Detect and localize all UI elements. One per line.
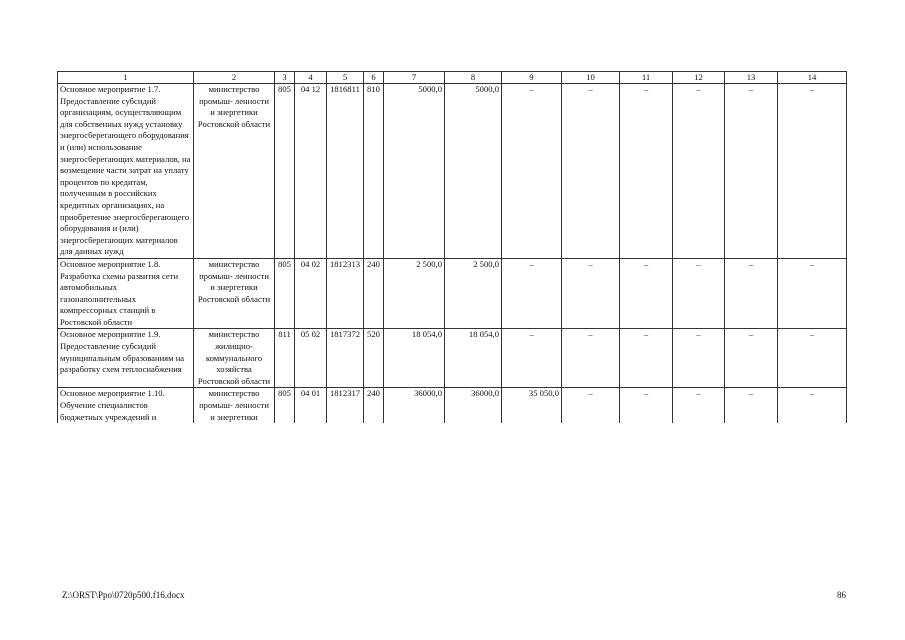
header-cell: 6: [364, 72, 384, 84]
year-value: –: [725, 329, 778, 388]
year-value: –: [562, 258, 620, 329]
year-value: –: [562, 84, 620, 259]
year-value: 35 050,0: [502, 388, 562, 423]
year-value: –: [673, 84, 725, 259]
grbs-code: 805: [275, 258, 295, 329]
header-cell: 12: [673, 72, 725, 84]
year-value: –: [620, 388, 673, 423]
year-value: –: [778, 329, 847, 388]
rzpr-code: 04 01: [295, 388, 327, 423]
year-value: –: [673, 388, 725, 423]
vr-code: 520: [364, 329, 384, 388]
table-row: [58, 84, 847, 259]
measure-name: Основное мероприятие 1.8. Разработка схемы развития сети автомобильных газонаполнительных компрессорных станций в Ростовской области: [58, 258, 194, 329]
year-value: –: [673, 329, 725, 388]
program-table: [57, 71, 847, 423]
header-cell: 4: [295, 72, 327, 84]
page-number: 86: [837, 590, 846, 600]
header-cell: 3: [275, 72, 295, 84]
rzpr-code: 04 12: [295, 84, 327, 259]
total-value: 5000,0: [384, 84, 445, 259]
year-value: –: [620, 84, 673, 259]
responsible-agency: министерство промыш- ленности и энергетики Ростовской области: [194, 84, 275, 259]
year-value: 18 054,0: [445, 329, 502, 388]
header-cell: 9: [502, 72, 562, 84]
responsible-agency: министерство промыш- ленности и энергетики Ростовской области: [194, 258, 275, 329]
table-row: [58, 329, 847, 388]
rzpr-code: 04 02: [295, 258, 327, 329]
vr-code: 810: [364, 84, 384, 259]
grbs-code: 805: [275, 84, 295, 259]
year-value: 2 500,0: [445, 258, 502, 329]
header-cell: 1: [58, 72, 194, 84]
header-cell: 13: [725, 72, 778, 84]
header-cell: 7: [384, 72, 445, 84]
year-value: –: [562, 329, 620, 388]
rzpr-code: 05 02: [295, 329, 327, 388]
year-value: –: [778, 258, 847, 329]
year-value: –: [725, 258, 778, 329]
grbs-code: 811: [275, 329, 295, 388]
measure-name: Основное мероприятие 1.9. Предоставление субсидий муниципальным образованиям на разработку схем теплоснабжения: [58, 329, 194, 388]
grbs-code: 805: [275, 388, 295, 423]
measure-name: Основное мероприятие 1.7. Предоставление субсидий организациям, осуществляющим для собственных нужд установку энергосберегающего оборудования и (или) использование энергосберегающих материалов, на возмещение части затрат на уплату процентов по кредитам, полученным в российских кредитных организациях, на приобретение энергосберегающего оборудования и (или) энергосберегающих материалов для данных нужд: [58, 84, 194, 259]
year-value: 36000,0: [445, 388, 502, 423]
year-value: –: [778, 388, 847, 423]
header-cell: 11: [620, 72, 673, 84]
document-path: Z:\ORST\Ppo\0720p500.f16.docx: [62, 590, 185, 600]
header-row: [58, 72, 847, 84]
csr-code: 1816811: [327, 84, 364, 259]
responsible-agency: министерство жилищно- коммунального хозяйства Ростовской области: [194, 329, 275, 388]
year-value: –: [620, 258, 673, 329]
year-value: –: [502, 84, 562, 259]
year-value: –: [502, 258, 562, 329]
csr-code: 1812313: [327, 258, 364, 329]
year-value: –: [725, 388, 778, 423]
table-row: [58, 388, 847, 423]
total-value: 36000,0: [384, 388, 445, 423]
header-cell: 10: [562, 72, 620, 84]
header-cell: 14: [778, 72, 847, 84]
year-value: –: [778, 84, 847, 259]
csr-code: 1817372: [327, 329, 364, 388]
total-value: 18 054,0: [384, 329, 445, 388]
header-cell: 8: [445, 72, 502, 84]
vr-code: 240: [364, 388, 384, 423]
vr-code: 240: [364, 258, 384, 329]
responsible-agency: министерство промыш- ленности и энергетики: [194, 388, 275, 423]
year-value: –: [562, 388, 620, 423]
header-cell: 2: [194, 72, 275, 84]
year-value: –: [620, 329, 673, 388]
year-value: –: [502, 329, 562, 388]
header-cell: 5: [327, 72, 364, 84]
table-row: [58, 258, 847, 329]
year-value: –: [725, 84, 778, 259]
year-value: –: [673, 258, 725, 329]
year-value: 5000,0: [445, 84, 502, 259]
total-value: 2 500,0: [384, 258, 445, 329]
csr-code: 1812317: [327, 388, 364, 423]
measure-name: Основное мероприятие 1.10. Обучение специалистов бюджетных учреждений и: [58, 388, 194, 423]
